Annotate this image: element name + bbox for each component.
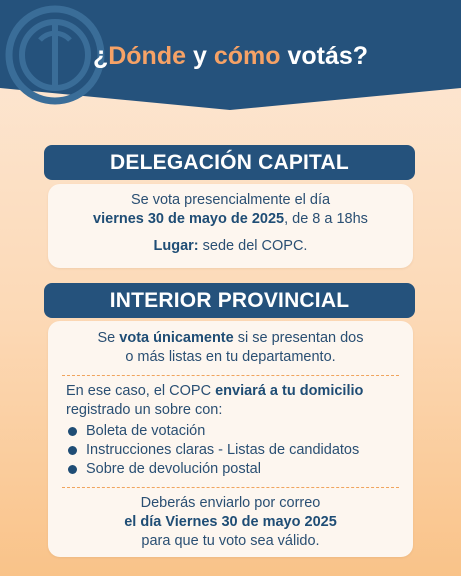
header	[0, 0, 461, 112]
interior-paragraph-3: Deberás enviarlo por correo el día Viernes 30 de mayo 2025 para que tu voto sea válido.	[124, 495, 337, 549]
list-item: Sobre de devolución postal	[66, 460, 399, 479]
capital-place: Lugar: sede del COPC.	[153, 238, 308, 254]
divider	[62, 375, 399, 376]
interior-card	[48, 321, 413, 557]
divider	[62, 487, 399, 488]
bullet-icon	[68, 427, 77, 436]
capital-card	[48, 184, 413, 268]
bullet-icon	[68, 446, 77, 455]
capital-date: viernes 30 de mayo de 2025, de 8 a 18hs	[93, 211, 368, 227]
interior-paragraph-1: Se vota únicamente si se presentan dos o más listas en tu departamento.	[97, 330, 364, 365]
interior-paragraph-2: En ese caso, el COPC enviará a tu domicilio registrado un sobre con:	[66, 383, 364, 418]
capital-line1: Se vota presencialmente el día	[130, 192, 331, 208]
page-title: ¿Dónde y cómo votás?	[92, 42, 369, 70]
capital-section-heading: DELEGACIÓN CAPITAL	[44, 145, 415, 180]
list-item: Boleta de votación	[66, 422, 399, 441]
list-item: Instrucciones claras - Listas de candidatos	[66, 441, 399, 460]
envelope-contents-list	[62, 422, 399, 479]
bullet-icon	[68, 465, 77, 474]
interior-section-heading: INTERIOR PROVINCIAL	[44, 283, 415, 318]
